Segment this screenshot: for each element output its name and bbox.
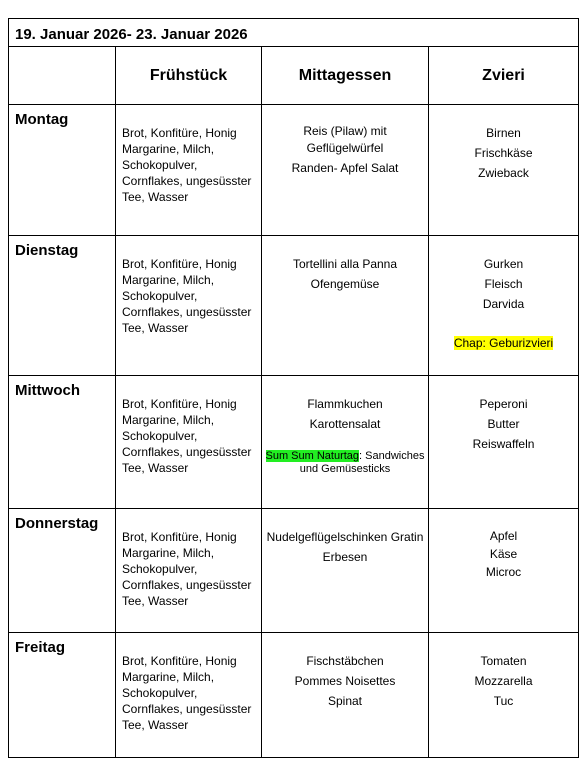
menu-line: Spinat [327,694,363,708]
menu-line: Tortellini alla Panna [292,257,398,271]
menu-line: Tee, Wasser [122,594,189,608]
fruehstueck-cell [116,509,262,633]
menu-line: Birnen [486,126,521,140]
menu-line: Tomaten [480,654,527,668]
menu-line: Frischkäse [474,146,533,160]
menu-line: Brot, Konfitüre, Honig [122,530,237,544]
menu-line: Cornflakes, ungesüsster [122,702,252,716]
menu-line: Nudelgeflügelschinken Gratin [266,530,424,544]
menu-line: Reiswaffeln [472,437,535,451]
mittagessen-cell [262,509,429,633]
menu-line: Pommes Noisettes [294,674,396,688]
menu-line: Margarine, Milch, [122,546,215,560]
menu-line: Margarine, Milch, [122,670,215,684]
menu-line: Tee, Wasser [122,718,189,732]
menu-line: Reis (Pilaw) mit [303,124,387,138]
menu-line: Ofengemüse [310,277,380,291]
menu-line: Fischstäbchen [306,654,384,668]
menu-line: Zwieback [478,166,529,180]
menu-line: Margarine, Milch, [122,273,215,287]
menu-line: Cornflakes, ungesüsster [122,174,252,188]
menu-line: Tee, Wasser [122,461,189,475]
menu-line: Margarine, Milch, [122,413,215,427]
menu-line: Brot, Konfitüre, Honig [122,126,237,140]
column-header-fruehstueck: Frühstück [116,47,262,105]
menu-line: Tee, Wasser [122,190,189,204]
highlighted-note: Sum Sum Naturtag [265,450,360,462]
menu-line: Käse [489,547,518,561]
day-row-montag [9,105,579,236]
menu-line: Schokopulver, [122,158,198,172]
mittagessen-cell [262,633,429,758]
mittagessen-note [262,450,428,476]
highlighted-note: Chap: Geburizvieri [453,336,554,350]
menu-line: Brot, Konfitüre, Honig [122,257,237,271]
menu-line: Mozzarella [474,674,533,688]
mittagessen-cell [262,376,429,509]
menu-line: Peperoni [479,397,528,411]
menu-line: Brot, Konfitüre, Honig [122,397,237,411]
menu-line: Karottensalat [309,417,381,431]
note-text: und Gemüsesticks [299,463,391,475]
mittagessen-cell [262,105,429,236]
fruehstueck-cell [116,633,262,758]
menu-line: Flammkuchen [307,397,383,411]
fruehstueck-cell [116,105,262,236]
zvieri-cell [429,236,579,376]
menu-line: Tee, Wasser [122,321,189,335]
fruehstueck-cell [116,236,262,376]
menu-line: Apfel [489,529,518,543]
fruehstueck-cell [116,376,262,509]
empty-header-cell [9,47,116,105]
day-label: Donnerstag [9,509,116,633]
note-text: : Sandwiches [359,450,425,462]
day-row-donnerstag [9,509,579,633]
menu-line: Brot, Konfitüre, Honig [122,654,237,668]
zvieri-cell [429,105,579,236]
menu-line: Geflügelwürfel [306,141,384,155]
menu-line: Schokopulver, [122,562,198,576]
menu-line: Tuc [493,694,514,708]
menu-line: Gurken [483,257,524,271]
zvieri-note [429,333,578,353]
menu-line: Erbesen [322,550,368,564]
menu-line: Butter [487,417,520,431]
day-label: Mittwoch [9,376,116,509]
menu-line: Margarine, Milch, [122,142,215,156]
zvieri-cell [429,633,579,758]
week-title: 19. Januar 2026- 23. Januar 2026 [9,19,579,47]
mittagessen-cell [262,236,429,376]
day-label: Dienstag [9,236,116,376]
day-row-mittwoch [9,376,579,509]
day-row-freitag [9,633,579,758]
menu-line: Darvida [482,297,525,311]
menu-line: Schokopulver, [122,686,198,700]
menu-line: Randen- Apfel Salat [291,161,399,175]
day-row-dienstag [9,236,579,376]
day-label: Montag [9,105,116,236]
menu-line: Microc [485,565,522,579]
column-header-zvieri: Zvieri [429,47,579,105]
header-row [9,47,579,105]
zvieri-cell [429,509,579,633]
day-label: Freitag [9,633,116,758]
zvieri-cell [429,376,579,509]
menu-line: Cornflakes, ungesüsster [122,305,252,319]
menu-line: Fleisch [484,277,523,291]
title-row [9,19,579,47]
menu-line: Cornflakes, ungesüsster [122,445,252,459]
column-header-mittagessen: Mittagessen [262,47,429,105]
menu-table [8,18,579,758]
menu-line: Cornflakes, ungesüsster [122,578,252,592]
menu-line: Schokopulver, [122,289,198,303]
menu-line: Schokopulver, [122,429,198,443]
